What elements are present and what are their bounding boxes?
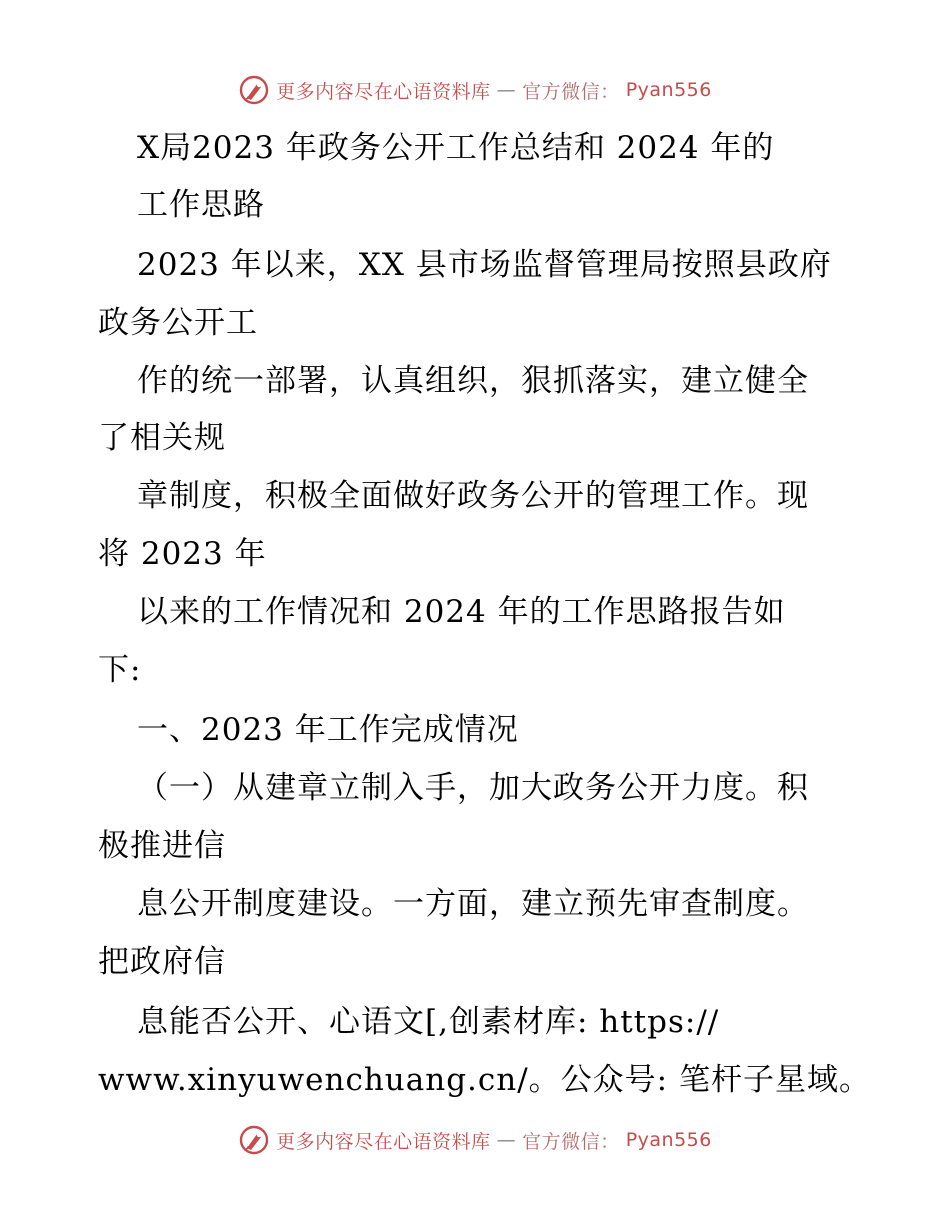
doc-line: 极推进信 (98, 828, 226, 864)
doc-line: 息能否公开、心语文[,创素材库: https:// (137, 1004, 720, 1040)
section-heading: 一、2023 年工作完成情况 (137, 712, 519, 748)
doc-title-line-1: X局2023 年政务公开工作总结和 2024 年的 (137, 130, 775, 166)
pen-nib-logo-icon (238, 1124, 270, 1156)
banner-wechat-label: 官方微信： (522, 80, 620, 103)
banner-wechat-id: Pyan556 (625, 79, 712, 101)
doc-line: 政务公开工 (98, 305, 258, 341)
doc-line: 了相关规 (98, 420, 226, 456)
doc-line: 2023 年以来，XX 县市场监督管理局按照县政府 (137, 247, 832, 283)
doc-title-line-2: 工作思路 (137, 187, 265, 223)
banner-wechat-label: 官方微信： (522, 1130, 620, 1153)
banner-title: 更多内容尽在心语资料库 (276, 80, 491, 103)
doc-line: 以来的工作情况和 2024 年的工作思路报告如 (137, 594, 786, 630)
banner-wechat-id: Pyan556 (625, 1129, 712, 1151)
banner-content (238, 74, 712, 106)
banner-separator: — (496, 1129, 517, 1151)
pen-nib-logo-icon (238, 74, 270, 106)
footer-banner (0, 1120, 950, 1160)
banner-content (238, 1124, 712, 1156)
doc-line: 下: (98, 652, 142, 688)
header-banner (0, 70, 950, 110)
doc-line: 作的统一部署，认真组织，狠抓落实，建立健全 (137, 363, 809, 399)
doc-line: 息公开制度建设。一方面，建立预先审查制度。 (137, 886, 809, 922)
doc-line: 把政府信 (98, 944, 226, 980)
banner-separator: — (496, 79, 517, 101)
banner-title: 更多内容尽在心语资料库 (276, 1130, 491, 1153)
doc-line: 章制度，积极全面做好政务公开的管理工作。现 (137, 478, 809, 514)
doc-line: 将 2023 年 (98, 536, 267, 572)
doc-line: （一）从建章立制入手，加大政务公开力度。积 (137, 770, 809, 806)
doc-line: www.xinyuwenchuang.cn/。公众号: 笔杆子星域。 (98, 1062, 871, 1098)
